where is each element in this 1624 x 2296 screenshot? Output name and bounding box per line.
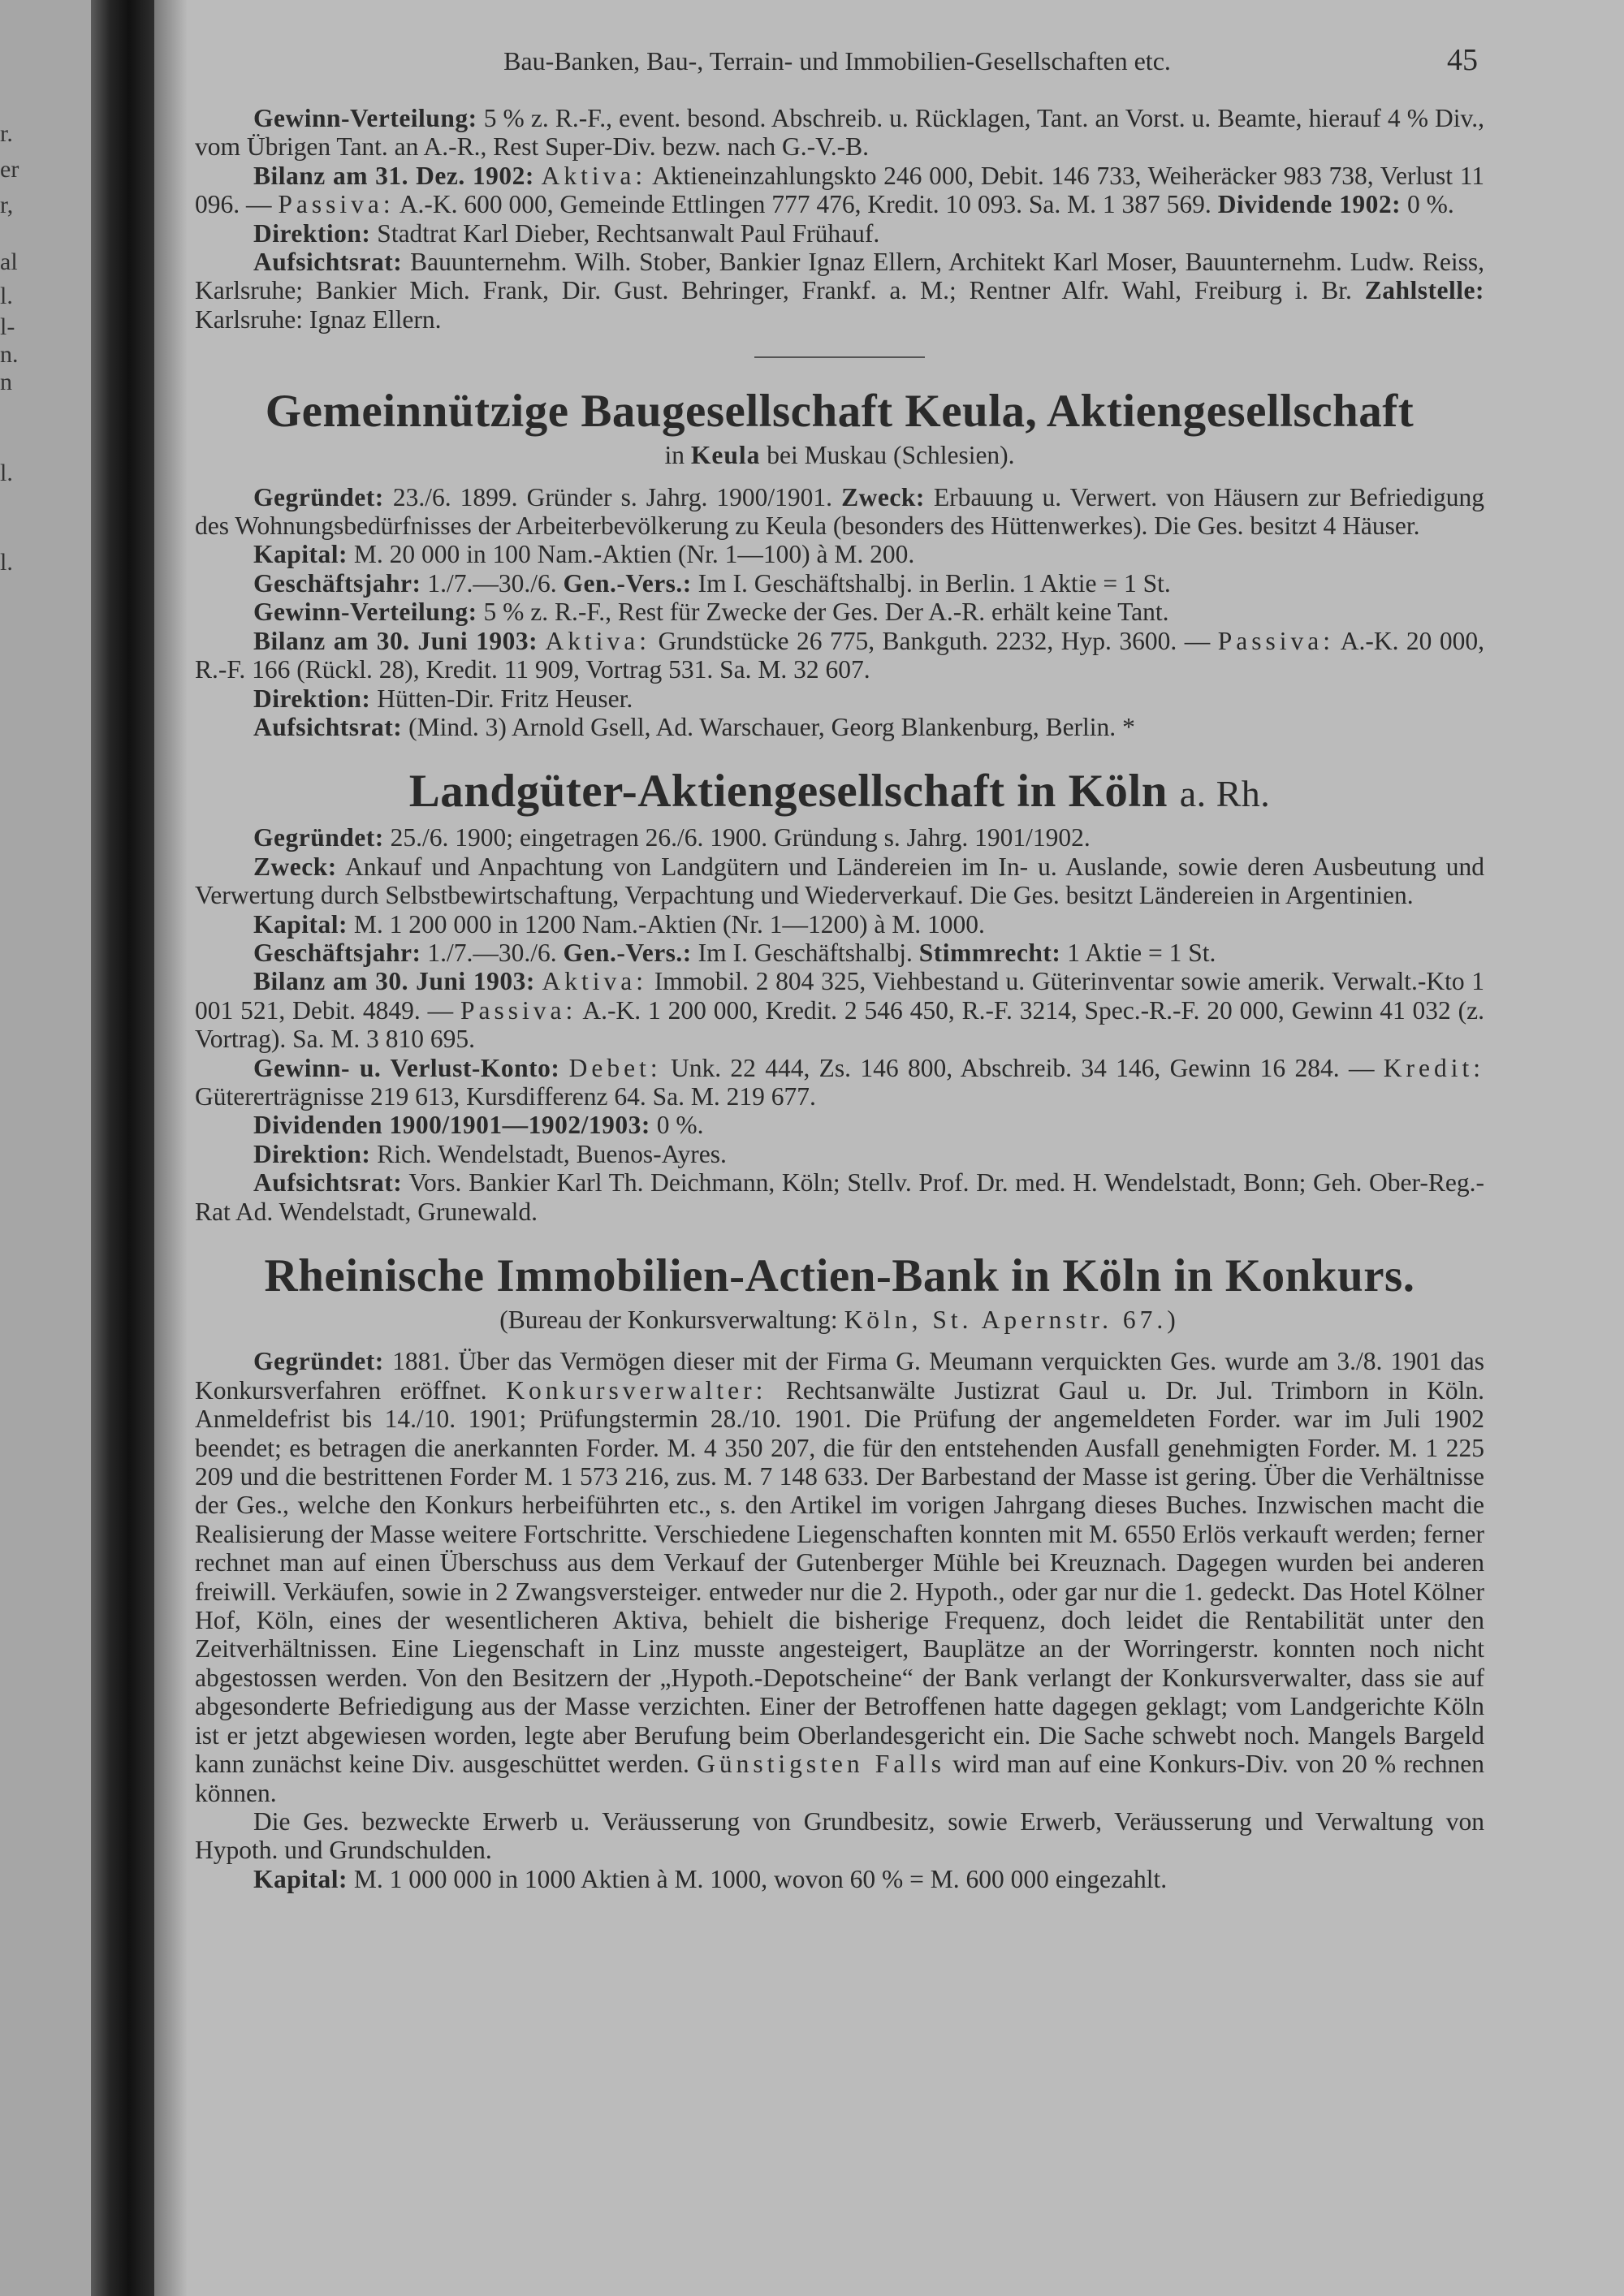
page-number: 45 <box>1447 43 1478 77</box>
paragraph-bilanz: Bilanz am 30. Juni 1903: Aktiva: Grundstücke 26 775, Bankguth. 2232, Hyp. 3600. — Passiva: A.-K. 20 000, R.-F. 166 (Rückl. 28), Kredit. 11 909, Vortrag 531. Sa. M. 32 607. <box>195 626 1485 684</box>
left-page-fragment: n. <box>0 341 19 368</box>
paragraph-aufsichtsrat: Aufsichtsrat: Vors. Bankier Karl Th. Deichmann, Köln; Stellv. Prof. Dr. med. H. Wendelstadt, Bonn; Geh. Ober-Reg.-Rat Ad. Wendelstadt, Grunewald. <box>195 1168 1484 1226</box>
paragraph-aufsichtsrat: Aufsichtsrat: (Mind. 3) Arnold Gsell, Ad. Warschauer, Georg Blankenburg, Berlin. * <box>253 712 1135 741</box>
section-gap <box>195 1226 1484 1247</box>
paragraph-kapital: Kapital: M. 1 000 000 in 1000 Aktien à M. 1000, wovon 60 % = M. 600 000 eingezahlt. <box>253 1864 1168 1893</box>
paragraph-direktion: Direktion: Rich. Wendelstadt, Buenos-Ayres. <box>253 1139 727 1168</box>
paragraph-bilanz: Bilanz am 30. Juni 1903: Aktiva: Immobil. 2 804 325, Viehbestand u. Güterinventar sowie amerik. Verwalt.-Kto 1 001 521, Debit. 4849. — Passiva: A.-K. 1 200 000, Kredit. 2 546 450, R.-F. 3214, Spec.-R.-F. 20 000, Gewinn 41 032 (z. Vortrag). Sa. M. 3 810 695. <box>195 967 1485 1054</box>
paragraph-aufsichtsrat: Aufsichtsrat: Bauunternehm. Wilh. Stober, Bankier Ignaz Ellern, Architekt Karl Moser, Bauunternehm. Ludw. Reiss, Karlsruhe; Bankier Mich. Frank, Dir. Gust. Behringer, Frankf. a. M.; Rentner Alfr. Wahl, Freiburg i. Br. Zahlstelle: Karlsruhe: Ignaz Ellern. <box>195 248 1485 334</box>
left-page-fragment: r, <box>0 192 14 218</box>
paragraph-zweck: Zweck: Ankauf und Anpachtung von Landgütern und Ländereien im In- u. Auslande, sowie deren Ausbeutung und Verwertung durch Selbstbewirtschaftung, Verpachtung und Wiederverkauf. Die Ges. besitzt Ländereien in Argentinien. <box>195 852 1484 910</box>
entry-landgueter <box>195 762 1484 1226</box>
entry-rheinische-bank <box>195 1247 1484 1893</box>
paragraph-bilanz: Bilanz am 31. Dez. 1902: Aktiva: Aktieneinzahlungskto 246 000, Debit. 146 733, Weiheräcker 983 738, Verlust 11 096. — Passiva: A.-K. 600 000, Gemeinde Ettlingen 777 476, Kredit. 10 093. Sa. M. 1 387 569. Dividende 1902: 0 %. <box>195 161 1485 219</box>
paragraph-gewinn-verlust: Gewinn- u. Verlust-Konto: Debet: Unk. 22 444, Zs. 146 800, Abschreib. 34 146, Gewinn 16 284. — Kredit: Gütererträgnisse 219 613, Kursdifferenz 64. Sa. M. 219 677. <box>195 1053 1485 1111</box>
left-page-fragment: l. <box>0 283 13 309</box>
left-page-fragment: er <box>0 156 19 183</box>
paragraph-zweck: Die Ges. bezweckte Erwerb u. Veräusserung von Grundbesitz, sowie Erwerb, Veräusserung und Verwaltung von Hypoth. und Grundschulden. <box>195 1806 1484 1865</box>
running-head <box>195 36 1484 84</box>
paragraph-gewinn-verteilung: Gewinn-Verteilung: 5 % z. R.-F., event. besond. Abschreib. u. Rücklagen, Tant. an Vorst. u. Beamte, hierauf 4 % Div., vom Übrigen Tant. an A.-R., Rest Super-Div. bezw. nach G.-V.-B. <box>195 104 1485 162</box>
paragraph-kapital: Kapital: M. 1 200 000 in 1200 Nam.-Aktien (Nr. 1—1200) à M. 1000. <box>253 909 985 939</box>
paragraph-geschaeftsjahr: Geschäftsjahr: 1./7.—30./6. Gen.-Vers.: Im I. Geschäftshalbj. in Berlin. 1 Aktie = 1 St. <box>253 568 1171 598</box>
left-page-fragment: r. <box>0 120 13 147</box>
paragraph-kapital: Kapital: M. 20 000 in 100 Nam.-Aktien (Nr. 1—100) à M. 200. <box>253 540 915 569</box>
section-gap <box>195 741 1484 762</box>
entry-title: Landgüter-Aktiengesellschaft in Köln a. Rh. <box>408 766 1271 818</box>
entry-title: Rheinische Immobilien-Actien-Bank in Köln in Konkurs. <box>264 1250 1415 1301</box>
left-page-fragment: n <box>0 369 12 395</box>
entry-continuation <box>195 104 1484 334</box>
paragraph-direktion: Direktion: Hütten-Dir. Fritz Heuser. <box>253 684 633 713</box>
left-page-fragment: l- <box>0 313 15 340</box>
left-page-fragment: l. <box>0 460 13 486</box>
left-page-fragment: al <box>0 248 18 275</box>
section-divider <box>754 356 925 358</box>
running-head-title: Bau-Banken, Bau-, Terrain- und Immobilien-Gesellschaften etc. <box>503 46 1171 76</box>
paragraph-gegruendet: Gegründet: 23./6. 1899. Gründer s. Jahrg. 1900/1901. Zweck: Erbauung u. Verwert. von Häusern zur Befriedigung des Wohnungsbedürfnisses der Arbeiterbevölkerung zu Keula (besonders des Hüttenwerkes). Die Ges. besitzt 4 Häuser. <box>195 482 1485 541</box>
paragraph-dividenden: Dividenden 1900/1901—1902/1903: 0 %. <box>253 1111 704 1140</box>
entry-keula <box>195 382 1484 741</box>
paragraph-gegruendet: Gegründet: 25./6. 1900; eingetragen 26./6. 1900. Gründung s. Jahrg. 1901/1902. <box>253 823 1091 852</box>
entry-subtitle: in Keula bei Muskau (Schlesien). <box>664 441 1015 470</box>
paragraph-direktion: Direktion: Stadtrat Karl Dieber, Rechtsanwalt Paul Frühauf. <box>253 218 880 248</box>
paragraph-geschaeftsjahr: Geschäftsjahr: 1./7.—30./6. Gen.-Vers.: Im I. Geschäftshalbj. Stimmrecht: 1 Aktie = 1 St. <box>253 938 1216 967</box>
book-gutter <box>91 0 154 2296</box>
left-page-fragment: l. <box>0 549 13 576</box>
entry-subtitle: (Bureau der Konkursverwaltung: Köln, St. Apernstr. 67.) <box>499 1306 1180 1334</box>
asterisk-mark: * <box>1122 712 1135 741</box>
left-page-edge <box>0 0 91 2296</box>
entry-title: Gemeinnützige Baugesellschaft Keula, Aktiengesellschaft <box>265 386 1415 438</box>
page-text <box>195 36 1484 1893</box>
gutter-shadow <box>154 0 187 2296</box>
paragraph-gegruendet: Gegründet: 1881. Über das Vermögen dieser mit der Firma G. Meumann verquickten Ges. wurde am 3./8. 1901 das Konkursverfahren eröffnet. Konkursverwalter: Rechtsanwälte Justizrat Gaul u. Dr. Jul. Trimborn in Köln. Anmeldefrist bis 14./10. 1901; Prüfungstermin 28./10. 1901. Die Prüfung der angemeldeten Forder. war im Juli 1902 beendet; es betragen die anerkannten Forder. M. 4 350 207, die für den entstehenden Ausfall genehmigten Forder. M. 1 225 209 und die bestrittenen Forder M. 1 573 216, zus. M. 7 148 633. Der Barbestand der Masse ist gering. Über die Verhältnisse der Ges., welche den Konkurs herbeiführten etc., s. den Artikel im vorigen Jahrgang dieses Buches. Inzwischen macht die Realisierung der Masse weitere Fortschritte. Verschiedene Liegenschaften konnten mit M. 6550 Erlös verkauft werden; ferner rechnet man auf einen Überschuss aus dem Verkauf der Gutenberger Mühle bei Kreuznach. Dagegen wurden bei anderen freiwill. Verkäufen, sowie in 2 Zwangsversteiger. entweder nur die 2. Hypoth., oder gar nur die 1. gedeckt. Das Hotel Kölner Hof, Köln, eines der wesentlicheren Aktiva, behielt die bisherige Frequenz, doch leidet die Rentabilität unter den Zeitverhältnissen. Eine Liegenschaft in Linz musste angesteigert, Bauplätze an der Worringerstr. konnten noch nicht abgestossen werden. Von den Besitzern der „Hypoth.-Depotscheine“ der Bank verlangt der Konkursverwalter, dass sie auf abgesonderte Befriedigung aus der Masse verzichten. Einer der Betroffenen hatte dagegen geklagt; vom Landgerichte Köln ist er jetzt abgewiesen worden, legte aber Berufung beim Oberlandesgericht ein. Die Sache schwebt noch. Mangels Bargeld kann zunächst keine Div. ausgeschüttet werden. Günstigsten Falls wird man auf eine Konkurs-Div. von 20 % rechnen können. <box>195 1347 1485 1807</box>
paragraph-gewinn-verteilung: Gewinn-Verteilung: 5 % z. R.-F., Rest für Zwecke der Ges. Der A.-R. erhält keine Tant. <box>253 598 1169 627</box>
